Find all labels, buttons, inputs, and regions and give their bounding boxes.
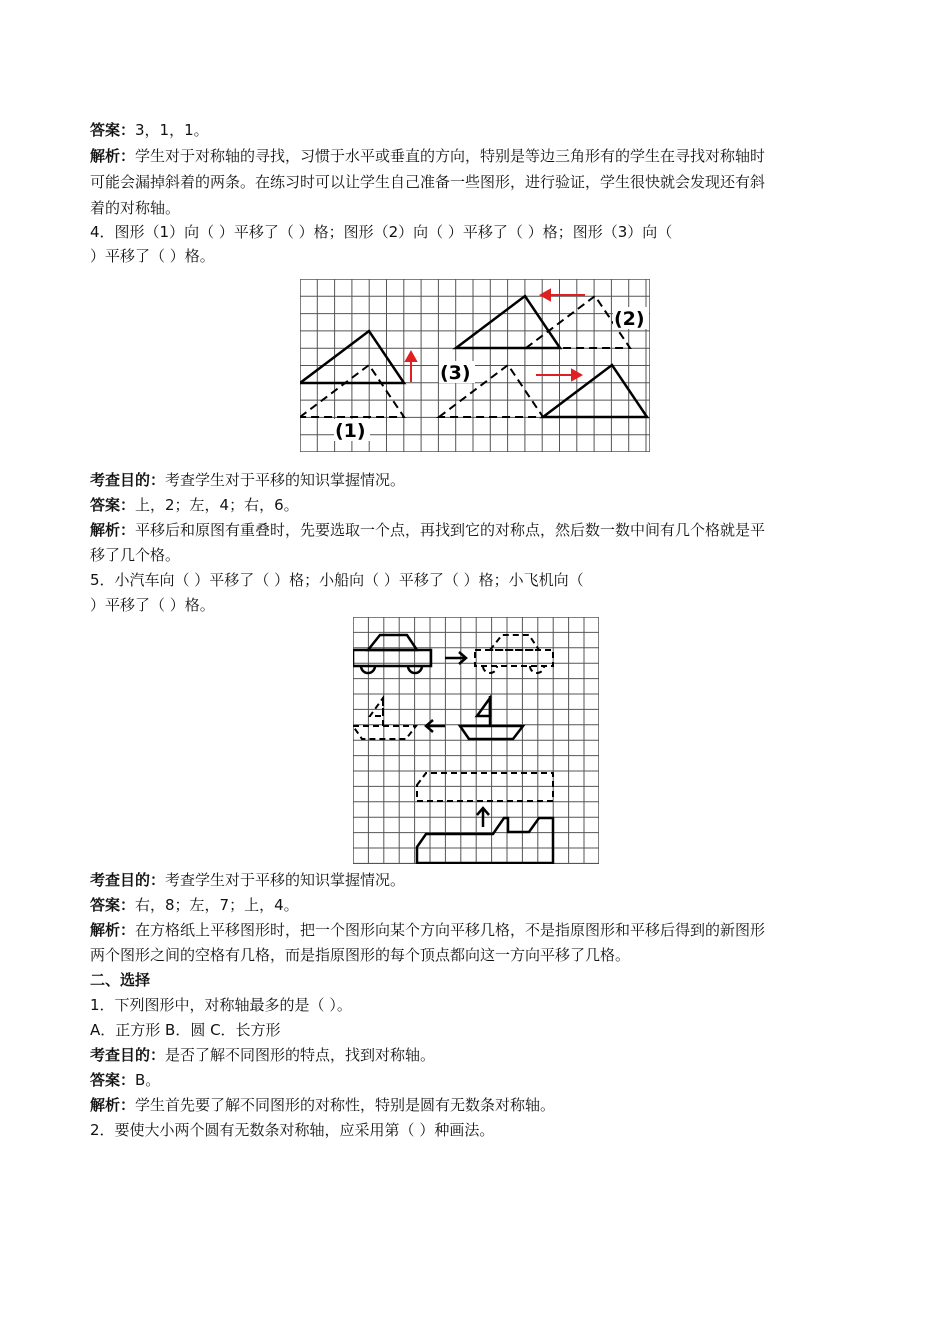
text: 学生对于对称轴的寻找，习惯于水平或垂直的方向，特别是等边三角形有的学生在寻找对称轴时 xyxy=(135,147,766,165)
analysis-line-3 xyxy=(90,146,860,166)
text: ）平移了（ ）格。 xyxy=(90,596,215,614)
label: 解析： xyxy=(90,147,136,165)
purpose-4 xyxy=(90,470,860,490)
analysis-line-3b xyxy=(90,172,860,192)
label: 考查目的： xyxy=(90,471,166,489)
text: 着的对称轴。 xyxy=(90,199,181,217)
label: 答案： xyxy=(90,1071,136,1089)
question-4 xyxy=(90,222,860,242)
question-5 xyxy=(90,570,860,590)
figure-triangle-translation xyxy=(300,279,650,452)
text: 右，8；左，7；上，4。 xyxy=(135,896,299,914)
text: 1．下列图形中，对称轴最多的是（ ）。 xyxy=(90,996,352,1014)
label-1: (1) xyxy=(335,420,366,442)
label: 考查目的： xyxy=(90,871,166,889)
answer-line-3 xyxy=(90,120,860,140)
text: 2．要使大小两个圆有无数条对称轴，应采用第（ ）种画法。 xyxy=(90,1121,495,1139)
choice-1 xyxy=(90,995,860,1015)
section-choice xyxy=(90,970,860,990)
label: 答案： xyxy=(90,496,136,514)
label: 答案： xyxy=(90,121,136,139)
figure-shape-translation xyxy=(353,617,599,864)
text: 移了几个格。 xyxy=(90,546,181,564)
text: 二、选择 xyxy=(90,971,151,989)
choice-2 xyxy=(90,1120,860,1140)
answer-c1 xyxy=(90,1070,860,1090)
text: 3，1，1。 xyxy=(135,121,209,139)
purpose-c1 xyxy=(90,1045,860,1065)
text: 平移后和原图有重叠时，先要选取一个点，再找到它的对称点，然后数一数中间有几个格就是平 xyxy=(135,521,766,539)
text: 可能会漏掉斜着的两条。在练习时可以让学生自己准备一些图形，进行验证，学生很快就会发现还有斜 xyxy=(90,173,766,191)
text: 在方格纸上平移图形时，把一个图形向某个方向平移几格，不是指原图形和平移后得到的新图形 xyxy=(135,921,766,939)
text: 5．小汽车向（ ）平移了（ ）格；小船向（ ）平移了（ ）格；小飞机向（ xyxy=(90,571,584,589)
text: 上，2；左，4；右，6。 xyxy=(135,496,299,514)
text: 学生首先要了解不同图形的对称性，特别是圆有无数条对称轴。 xyxy=(135,1096,556,1114)
question-4b xyxy=(90,246,860,266)
label-3: (3) xyxy=(440,362,471,384)
label: 考查目的： xyxy=(90,1046,166,1064)
text: 考查学生对于平移的知识掌握情况。 xyxy=(165,471,406,489)
answer-5 xyxy=(90,895,860,915)
analysis-4 xyxy=(90,520,860,540)
purpose-5 xyxy=(90,870,860,890)
analysis-c1 xyxy=(90,1095,860,1115)
analysis-line-3c xyxy=(90,198,860,218)
text: B。 xyxy=(135,1071,161,1089)
text: 考查学生对于平移的知识掌握情况。 xyxy=(165,871,406,889)
text: 两个图形之间的空格有几格，而是指原图形的每个顶点都向这一方向平移了几格。 xyxy=(90,946,631,964)
text: ）平移了（ ）格。 xyxy=(90,247,215,265)
text: 4．图形（1）向（ ）平移了（ ）格；图形（2）向（ ）平移了（ ）格；图形（3）向（ xyxy=(90,223,673,241)
label: 解析： xyxy=(90,521,136,539)
label: 解析： xyxy=(90,921,136,939)
analysis-4b xyxy=(90,545,860,565)
label: 解析： xyxy=(90,1096,136,1114)
choice-1-options xyxy=(90,1020,860,1040)
text: A．正方形 B．圆 C．长方形 xyxy=(90,1021,281,1039)
text: 是否了解不同图形的特点，找到对称轴。 xyxy=(165,1046,436,1064)
analysis-5 xyxy=(90,920,860,940)
answer-4 xyxy=(90,495,860,515)
analysis-5b xyxy=(90,945,860,965)
label-2: (2) xyxy=(614,308,645,330)
question-5b xyxy=(90,595,860,615)
label: 答案： xyxy=(90,896,136,914)
